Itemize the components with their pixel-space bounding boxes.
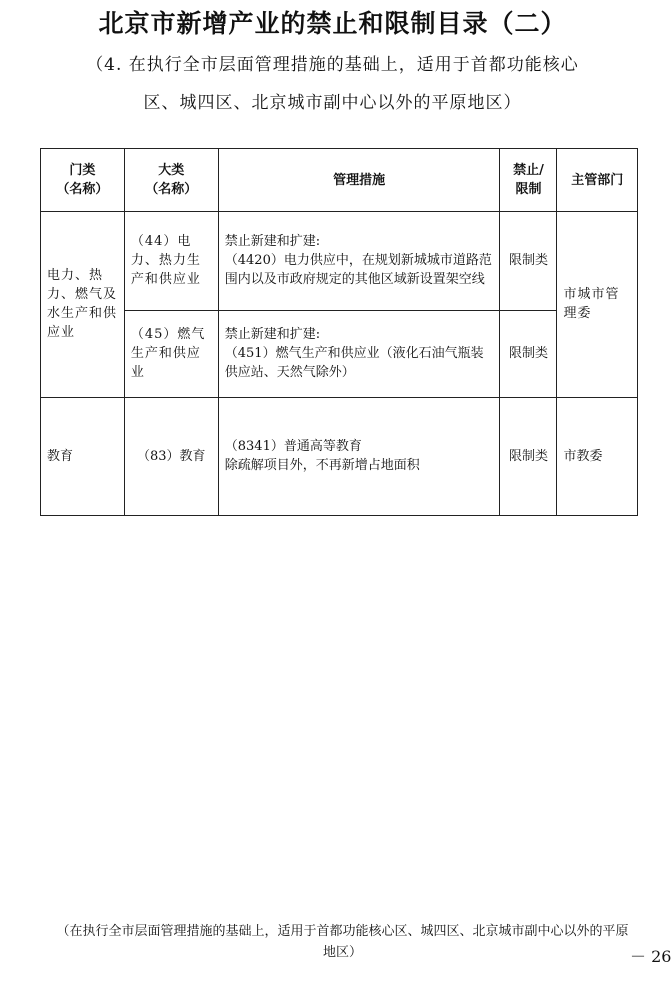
measure-cell — [218, 212, 500, 311]
header-category — [41, 149, 125, 212]
category-cell: 电力、热力、燃气及水生产和供应业 — [41, 212, 125, 398]
subtitle-line-1: （4. 在执行全市层面管理措施的基础上，适用于首都功能核心 — [86, 55, 579, 75]
department-cell: 市城市管理委 — [557, 212, 638, 398]
table-row — [41, 310, 638, 397]
header-type-line2: 限制 — [515, 182, 542, 197]
major-cell: （44）电力、热力生产和供应业 — [124, 212, 218, 311]
type-cell: 限制类 — [500, 310, 557, 397]
measure-line: 禁止新建和扩建: — [224, 327, 321, 343]
header-major-line1: 大类 — [158, 163, 185, 178]
measure-cell — [218, 397, 500, 515]
footer-note: （在执行全市层面管理措施的基础上，适用于首都功能核心区、城四区、北京城市副中心以外的平原地区） — [56, 924, 629, 960]
table-row — [41, 212, 638, 311]
category-cell: 教育 — [41, 397, 125, 515]
type-cell: 限制类 — [500, 397, 557, 515]
measure-detail: （451）燃气生产和供应业（液化石油气瓶装供应站、天然气除外） — [224, 346, 484, 381]
header-measures: 管理措施 — [218, 149, 500, 212]
header-category-line2: （名称） — [56, 182, 109, 197]
subtitle-line-2: 区、城四区、北京城市副中心以外的平原地区） — [143, 93, 522, 113]
header-major — [124, 149, 218, 212]
measure-cell — [218, 310, 500, 397]
measure-line: （8341）普通高等教育 — [224, 439, 362, 455]
major-cell: （45）燃气生产和供应业 — [124, 310, 218, 397]
measure-line: 禁止新建和扩建: — [224, 234, 321, 250]
type-cell: 限制类 — [500, 212, 557, 311]
measure-detail: 除疏解项目外，不再新增占地面积 — [224, 458, 420, 474]
catalog-table — [40, 148, 638, 516]
header-category-line1: 门类 — [69, 163, 96, 178]
table-row — [41, 397, 638, 515]
table-header-row — [41, 149, 638, 212]
measure-detail: （4420）电力供应中，在规划新城城市道路范围内以及市政府规定的其他区域新设置架空线 — [224, 253, 492, 288]
page-title: 北京市新增产业的禁止和限制目录（二） — [98, 9, 567, 38]
header-department: 主管部门 — [557, 149, 638, 212]
major-cell: （83）教育 — [124, 397, 218, 515]
page-number: － 26 — [630, 947, 671, 966]
header-type-line1: 禁止/ — [513, 163, 544, 178]
department-cell: 市教委 — [557, 397, 638, 515]
header-type — [500, 149, 557, 212]
header-major-line2: （名称） — [145, 182, 198, 197]
